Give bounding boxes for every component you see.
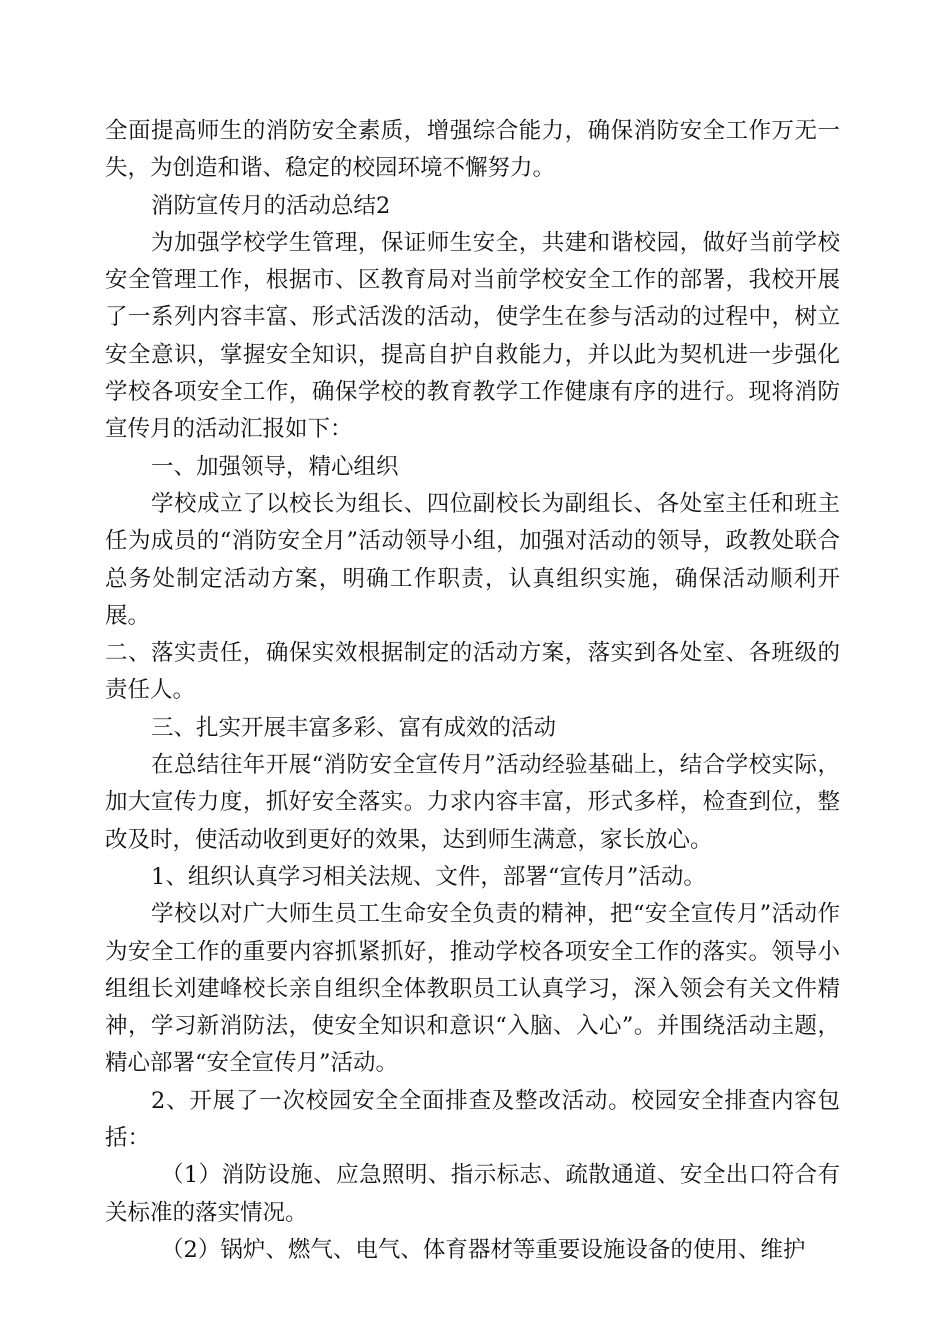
paragraph-inspection: 2、开展了一次校园安全全面排查及整改活动。校园安全排查内容包括： <box>105 1087 840 1152</box>
heading-study: 1、组织认真学习相关法规、文件，部署“宣传月”活动。 <box>151 863 706 890</box>
heading-leadership: 一、加强领导，精心组织 <box>151 453 399 480</box>
document-body <box>105 113 840 1269</box>
list-item-fire-facilities: （1）消防设施、应急照明、指示标志、疏散通道、安全出口符合有关标准的落实情况。 <box>105 1162 840 1226</box>
section-title: 消防宣传月的活动总结2 <box>151 192 391 219</box>
paragraph-intro-continuation: 全面提高师生的消防安全素质，增强综合能力，确保消防安全工作万无一失，为创造和谐、稳定的校园环境不懈努力。 <box>105 118 840 182</box>
paragraph-study: 学校以对广大师生员工生命安全负责的精神，把“安全宣传月”活动作为安全工作的重要内容抓紧抓好，推动学校各项安全工作的落实。领导小组组长刘建峰校长亲自组织全体教职员工认真学习，深入领会有关文件精神，学习新消防法，使安全知识和意识“入脑、入心”。并围绕活动主题，精心部署“安全宣传月”活动。 <box>105 901 840 1077</box>
heading-activities: 三、扎实开展丰富多彩、富有成效的活动 <box>151 714 557 741</box>
paragraph-activities: 在总结往年开展“消防安全宣传月”活动经验基础上，结合学校实际，加大宣传力度，抓好安全落实。力求内容丰富，形式多样，检查到位，整改及时，使活动收到更好的效果，达到师生满意，家长放心。 <box>105 752 840 853</box>
heading-responsibility: 二、落实责任，确保实效根据制定的活动方案，落实到各处室、各班级的责任人。 <box>105 640 840 704</box>
paragraph-background: 为加强学校学生管理，保证师生安全，共建和谐校园，做好当前学校安全管理工作，根据市、区教育局对当前学校安全工作的部署，我校开展了一系列内容丰富、形式活泼的活动，使学生在参与活动的过程中，树立安全意识，掌握安全知识，提高自护自救能力，并以此为契机进一步强化学校各项安全工作，确保学校的教育教学工作健康有序的进行。现将消防宣传月的活动汇报如下： <box>105 229 840 443</box>
list-item-equipment: （2）锅炉、燃气、电气、体育器材等重要设施设备的使用、维护 <box>161 1236 806 1263</box>
paragraph-leadership: 学校成立了以校长为组长、四位副校长为副组长、各处室主任和班主任为成员的“消防安全月”活动领导小组，加强对活动的领导，政教处联合总务处制定活动方案，明确工作职责，认真组织实施，确保活动顺利开展。 <box>105 490 840 629</box>
